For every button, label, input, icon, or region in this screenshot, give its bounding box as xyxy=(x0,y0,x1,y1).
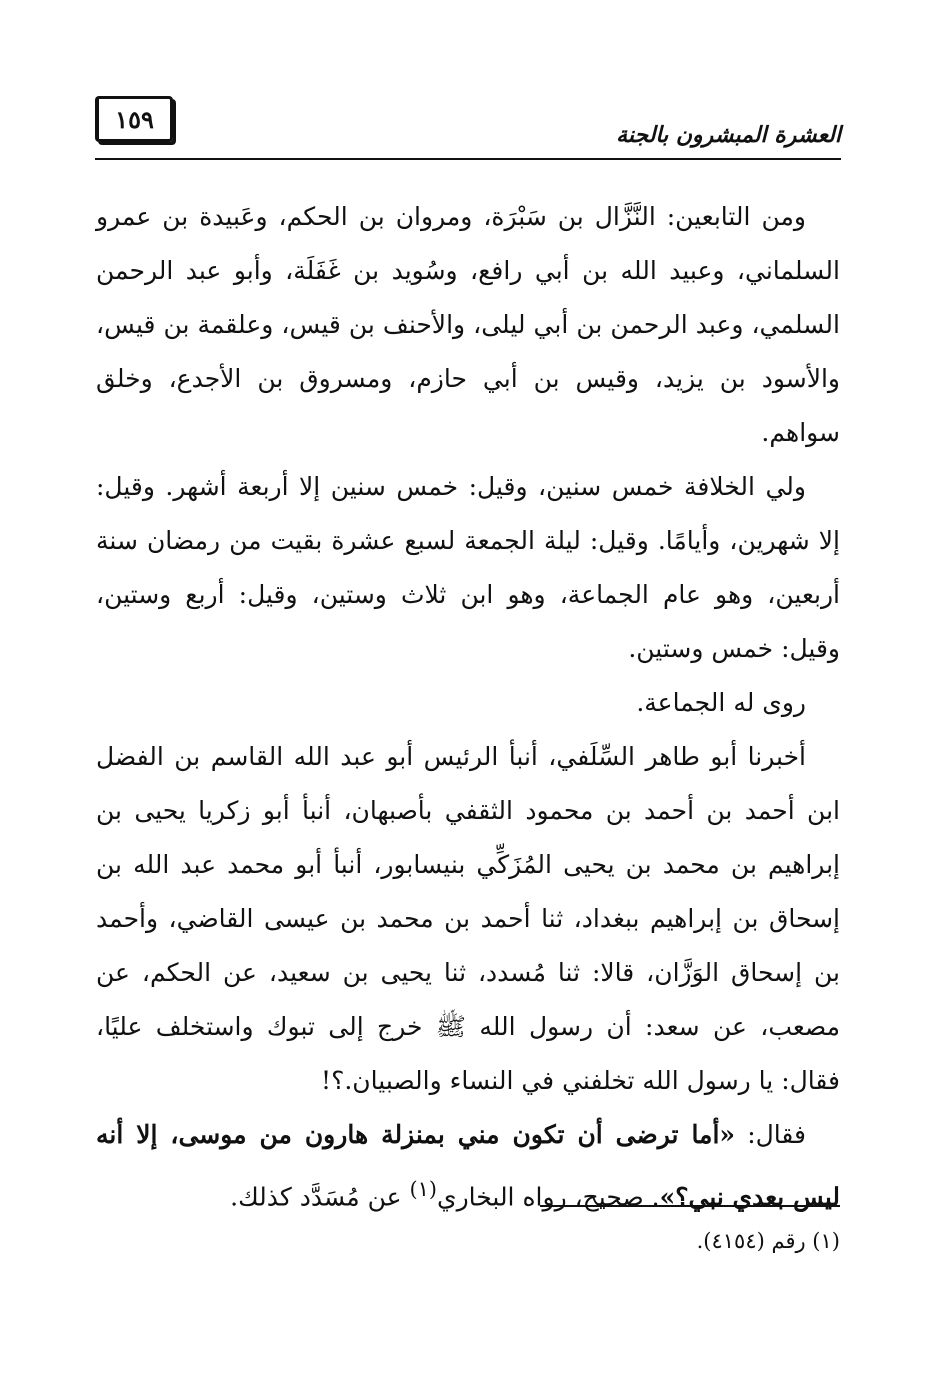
page-number: ١٥٩ xyxy=(95,96,173,142)
paragraph-caliphate: ولي الخلافة خمس سنين، وقيل: خمس سنين إلا أربعة أشهر. وقيل: إلا شهرين، وأيامًا. وقيل: ليلة الجمعة لسبع عشرة بقيت من رمضان سنة أربعين، وهو عام الجماعة، وهو ابن ثلاث وستين، وقيل: أربع وستين، وقيل: خمس وستين. xyxy=(96,472,840,663)
paragraph-isnad: أخبرنا أبو طاهر السِّلَفي، أنبأ الرئيس أبو عبد الله القاسم بن الفضل ابن أحمد بن أحمد بن محمود الثقفي بأصبهان، أنبأ أبو زكريا يحيى بن إبراهيم بن محمد بن يحيى المُزَكِّي بنيسابور، أنبأ أبو محمد عبد الله بن إسحاق بن إبراهيم ببغداد، ثنا أحمد بن محمد بن عيسى القاضي، وأحمد بن إسحاق الوَزَّان، قالا: ثنا مُسدد، ثنا يحيى بن سعيد، عن الحكم، عن مصعب، عن سعد: أن رسول الله ﷺ خرج إلى تبوك واستخلف عليًا، فقال: يا رسول الله تخلفني في النساء والصبيان.؟! xyxy=(96,742,840,1095)
paragraph-narrators: روى له الجماعة. xyxy=(636,688,806,717)
footnote-reference: (١) xyxy=(409,1177,437,1201)
main-text xyxy=(96,190,840,1224)
running-title: العشرة المبشرون بالجنة xyxy=(616,122,841,148)
page-header xyxy=(95,96,841,162)
hadith-intro: فقال: xyxy=(735,1120,807,1149)
footnote-separator xyxy=(540,1205,840,1207)
footnote: (١) رقم (٤١٥٤). xyxy=(696,1229,840,1253)
hadith-text: «أما ترضى أن تكون مني بمنزلة هارون من موسى، إلا أنه ليس بعدي نبي؟» xyxy=(96,1120,840,1212)
hadith-grading: . صحيح، رواه البخاري xyxy=(437,1182,660,1212)
paragraph-tabiin: ومن التابعين: النَّزَّال بن سَبْرَة، ومروان بن الحكم، وعَبيدة بن عمرو السلماني، وعبيد الله بن أبي رافع، وسُويد بن غَفَلَة، وأبو عبد الرحمن السلمي، وعبد الرحمن بن أبي ليلى، والأحنف بن قيس، وعلقمة بن قيس، والأسود بن يزيد، وقيس بن أبي حازم، ومسروق بن الأجدع، وخلق سواهم. xyxy=(96,202,840,447)
hadith-ending: عن مُسَدَّد كذلك. xyxy=(230,1182,410,1212)
header-rule xyxy=(95,158,841,160)
